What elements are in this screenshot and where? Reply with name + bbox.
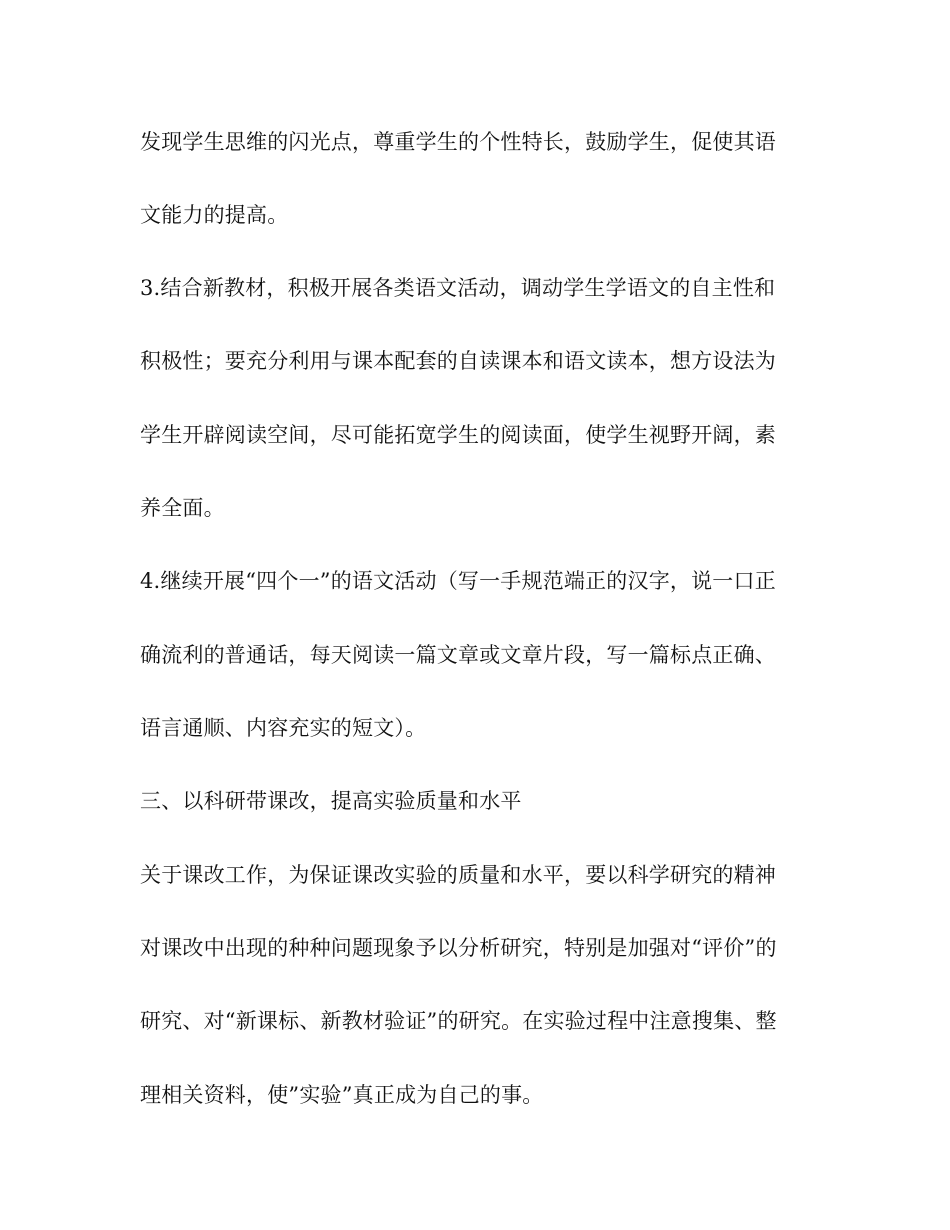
paragraph-line: 文能力的提高。 [140,203,289,227]
section-heading: 三、以科研带课改，提高实验质量和水平 [140,789,522,813]
paragraph-line: 理相关资料，使”实验”真正成为自己的事。 [140,1083,544,1107]
list-item-4-line: 4.继续开展“四个一”的语文活动（写一手规范端正的汉字，说一口正 [140,569,776,593]
list-item-3-line: 3.结合新教材，积极开展各类语文活动，调动学生学语文的自主性和 [140,276,776,300]
paragraph-line: 对课改中出现的种种问题现象予以分析研究，特别是加强对“评价”的 [140,936,777,960]
paragraph-line: 发现学生思维的闪光点，尊重学生的个性特长，鼓励学生，促使其语 [140,130,776,154]
paragraph-line: 研究、对“新课标、新教材验证”的研究。在实验过程中注意搜集、整 [140,1009,777,1033]
paragraph-line: 语言通顺、内容充实的短文）。 [140,716,427,740]
paragraph-line: 学生开辟阅读空间，尽可能拓宽学生的阅读面，使学生视野开阔，素 [140,423,776,447]
paragraph-line: 关于课改工作，为保证课改实验的质量和水平，要以科学研究的精神 [140,863,776,887]
paragraph-line: 养全面。 [140,496,225,520]
paragraph-line: 积极性；要充分利用与课本配套的自读课本和语文读本，想方设法为 [140,349,776,373]
paragraph-line: 确流利的普通话，每天阅读一篇文章或文章片段，写一篇标点正确、 [140,643,776,667]
